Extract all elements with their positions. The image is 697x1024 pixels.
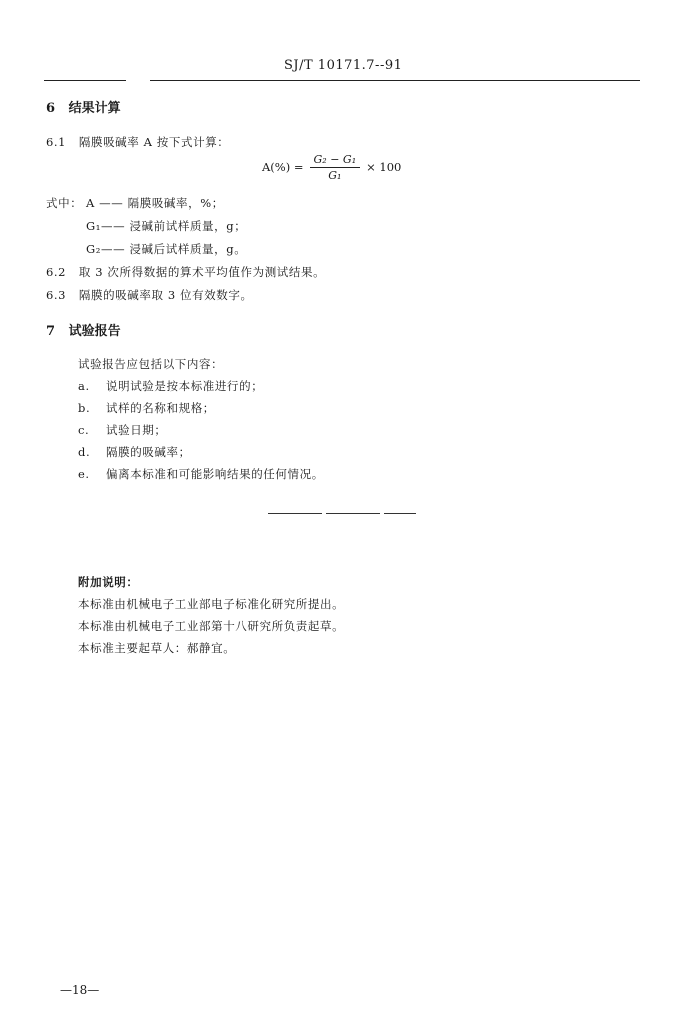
item-mark: d. xyxy=(78,445,91,459)
report-intro: 试验报告应包括以下内容： xyxy=(78,357,224,371)
clause-6-2 xyxy=(46,264,325,280)
clause-number: 6.2 xyxy=(46,265,67,279)
item-text: 试样的名称和规格； xyxy=(106,401,215,415)
formula-multiplier: × 100 xyxy=(366,160,402,174)
appendix-line-3: 本标准主要起草人：郝静宜。 xyxy=(78,641,236,655)
header-rule-right xyxy=(150,80,640,81)
appendix-line-1: 本标准由机械电子工业部电子标准化研究所提出。 xyxy=(78,597,345,611)
clause-6-1 xyxy=(46,134,229,150)
section-7-heading xyxy=(46,320,121,339)
end-rule-2 xyxy=(326,513,380,514)
item-text: 说明试验是按本标准进行的； xyxy=(106,379,264,393)
section-6-heading xyxy=(46,97,121,116)
formula-fraction xyxy=(310,153,361,182)
definition-g2: G₂—— 浸碱后试样质量，g。 xyxy=(86,242,247,256)
definition-g1: G₁—— 浸碱前试样质量，g； xyxy=(86,219,247,233)
section-number: 6 xyxy=(46,101,56,116)
page-number: —18— xyxy=(60,983,100,997)
report-item-d xyxy=(78,444,191,460)
item-mark: b. xyxy=(78,401,91,415)
standard-code: SJ/T 10171.7--91 xyxy=(284,58,403,73)
item-mark: c. xyxy=(78,423,90,437)
clause-text: 隔膜的吸碱率取 3 位有效数字。 xyxy=(78,288,253,302)
end-rule-3 xyxy=(384,513,416,514)
section-number: 7 xyxy=(46,324,56,339)
item-text: 试验日期； xyxy=(106,423,167,437)
header-rule-left xyxy=(44,80,126,81)
where-label: 式中： xyxy=(46,196,83,210)
absorption-formula xyxy=(262,150,401,184)
item-mark: e. xyxy=(78,467,90,481)
item-mark: a. xyxy=(78,379,90,393)
formula-lhs: A(%) = xyxy=(262,160,304,174)
clause-number: 6.3 xyxy=(46,288,67,302)
definition-a: A —— 隔膜吸碱率，%； xyxy=(86,196,224,210)
clause-text: 隔膜吸碱率 A 按下式计算： xyxy=(78,135,230,149)
clause-text: 取 3 次所得数据的算术平均值作为测试结果。 xyxy=(78,265,326,279)
item-text: 隔膜的吸碱率； xyxy=(106,445,191,459)
report-item-a xyxy=(78,378,263,394)
report-item-c xyxy=(78,422,167,438)
appendix-line-2: 本标准由机械电子工业部第十八研究所负责起草。 xyxy=(78,619,345,633)
clause-6-3 xyxy=(46,287,253,303)
formula-numerator: G₂ − G₁ xyxy=(310,153,361,168)
item-text: 偏离本标准和可能影响结果的任何情况。 xyxy=(106,467,324,481)
clause-number: 6.1 xyxy=(46,135,67,149)
section-title: 试验报告 xyxy=(68,324,121,339)
section-title: 结果计算 xyxy=(68,101,121,116)
report-item-e xyxy=(78,466,324,482)
end-rule-1 xyxy=(268,513,322,514)
report-item-b xyxy=(78,400,215,416)
formula-denominator: G₁ xyxy=(328,168,342,182)
appendix-title: 附加说明： xyxy=(78,575,139,589)
